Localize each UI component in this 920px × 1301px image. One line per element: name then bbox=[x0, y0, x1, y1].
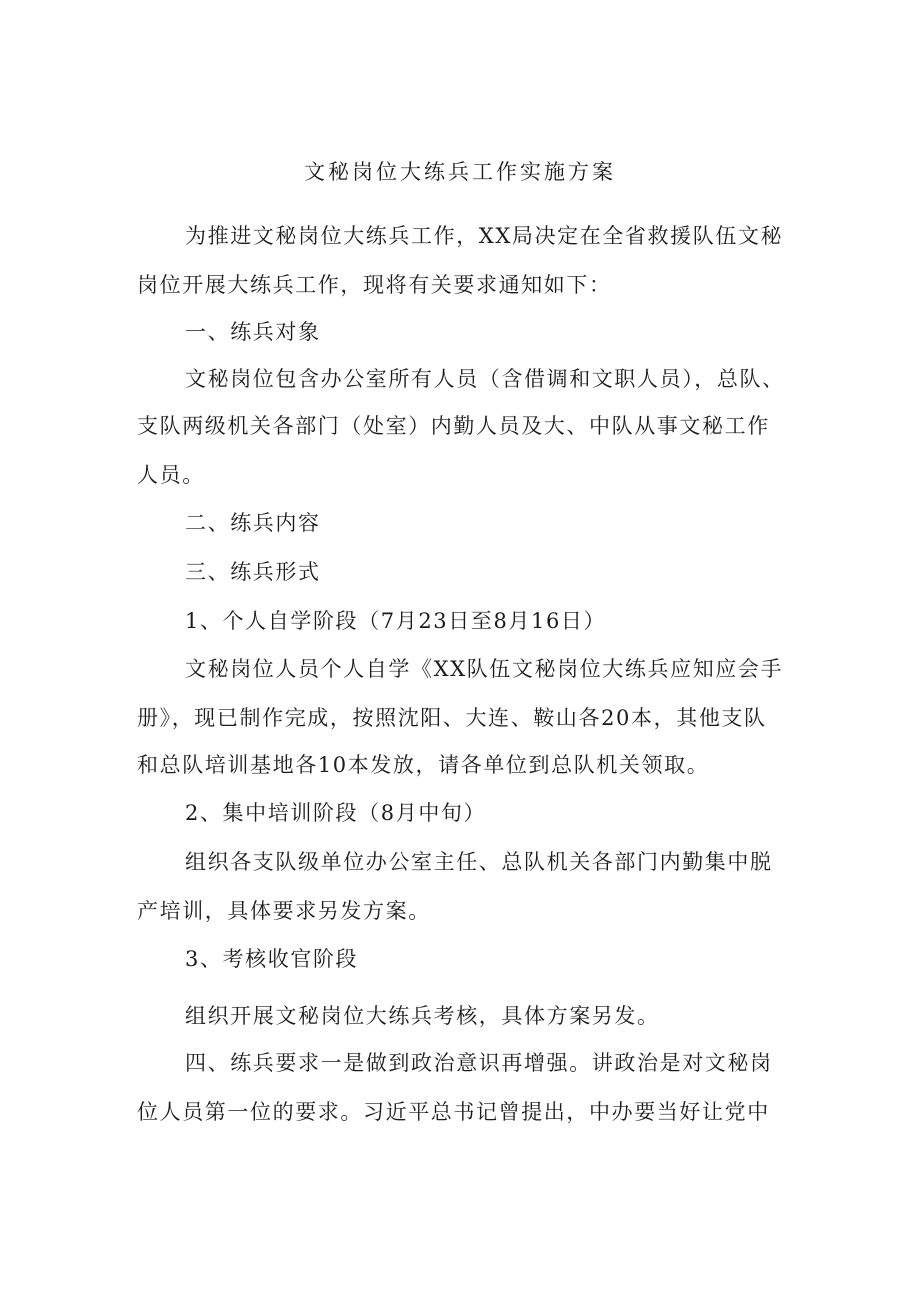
paragraph-line: 产培训，具体要求另发方案。 bbox=[137, 899, 431, 923]
paragraph-line: 文秘岗位包含办公室所有人员（含借调和文职人员），总队、 bbox=[185, 367, 785, 391]
document-title: 文秘岗位大练兵工作实施方案 bbox=[304, 160, 616, 184]
subsection-heading: 2、集中培训阶段（8月中旬） bbox=[185, 801, 487, 825]
subsection-heading: 1、个人自学阶段（7月23日至8月16日） bbox=[185, 609, 607, 633]
paragraph-line: 文秘岗位人员个人自学《XX队伍文秘岗位大练兵应知应会手 bbox=[185, 657, 784, 681]
paragraph-line: 组织开展文秘岗位大练兵考核，具体方案另发。 bbox=[185, 1004, 660, 1028]
subsection-heading: 3、考核收官阶段 bbox=[185, 947, 359, 971]
paragraph-line: 为推进文秘岗位大练兵工作，XX局决定在全省救援队伍文秘 bbox=[185, 224, 784, 248]
paragraph-line: 组织各支队级单位办公室主任、总队机关各部门内勤集中脱 bbox=[185, 850, 773, 874]
paragraph-line: 人员。 bbox=[137, 463, 205, 487]
paragraph-line: 位人员第一位的要求。习近平总书记曾提出，中办要当好让党中 bbox=[137, 1100, 770, 1124]
section-heading: 四、练兵要求一是做到政治意识再增强。讲政治是对文秘岗 bbox=[185, 1051, 773, 1075]
paragraph-line: 和总队培训基地各10本发放，请各单位到总队机关领取。 bbox=[137, 753, 710, 777]
paragraph-line: 岗位开展大练兵工作，现将有关要求通知如下： bbox=[137, 273, 612, 297]
paragraph-line: 册》，现已制作完成，按照沈阳、大连、鞍山各20本，其他支队 bbox=[137, 706, 767, 730]
section-heading: 一、练兵对象 bbox=[185, 320, 321, 344]
section-heading: 二、练兵内容 bbox=[185, 511, 321, 535]
paragraph-line: 支队两级机关各部门（处室）内勤人员及大、中队从事文秘工作 bbox=[137, 414, 770, 438]
section-heading: 三、练兵形式 bbox=[185, 560, 321, 584]
